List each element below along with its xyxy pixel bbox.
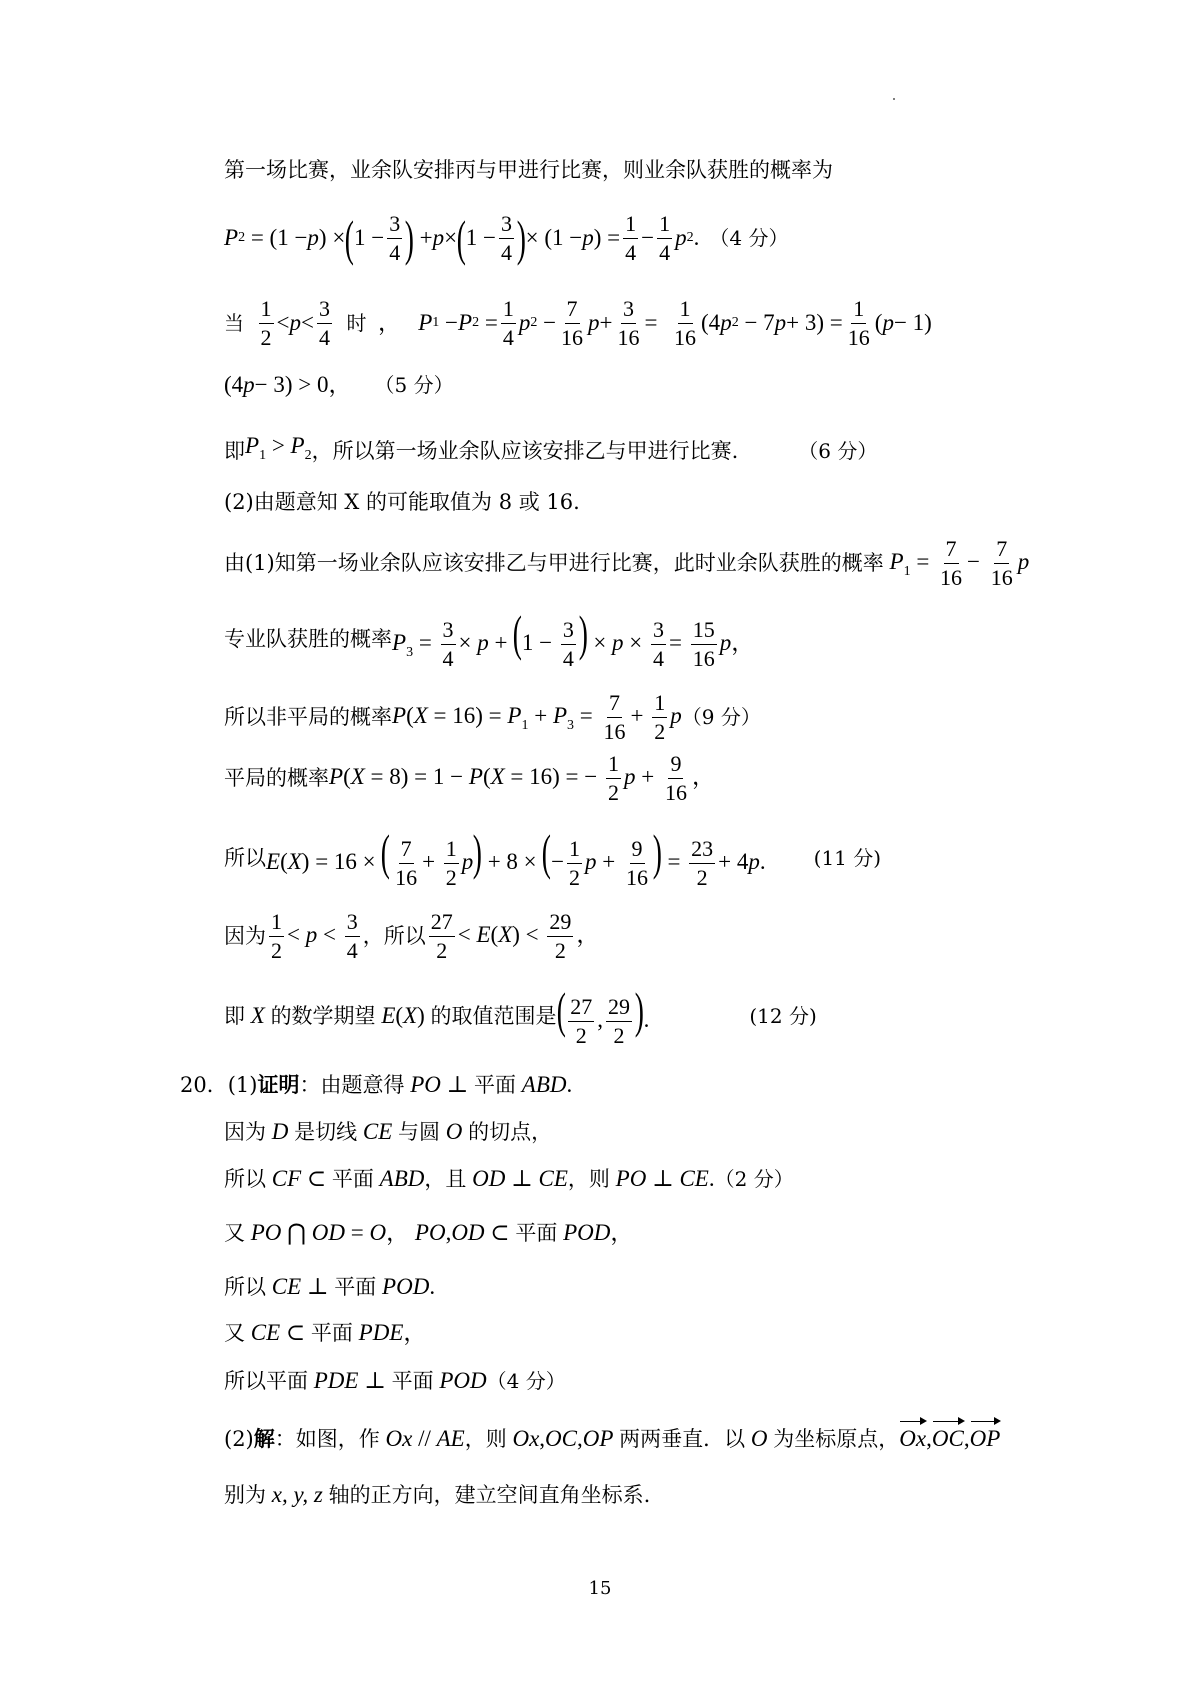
q20-l6a: 又 [224, 1321, 245, 1345]
q20-l2a: 因为 [224, 1120, 266, 1144]
q20-number: 20． [180, 1073, 228, 1097]
vector-ox: Ox [899, 1424, 926, 1454]
q20-l3c: ，则 [567, 1167, 610, 1191]
q20-l9b: 轴的正方向，建立空间直角坐标系. [328, 1483, 651, 1507]
conclusion-line: 即 $P_1 > P_2$ ，所以第一场业余队应该安排乙与甲进行比赛. （6 分） [224, 431, 877, 471]
q20-solve-label: 解 [253, 1426, 275, 1451]
p1-line: 由(1)知第一场业余队应该安排乙与甲进行比赛，此时业余队获胜的概率 $P_1$ = $\frac{7}{16}$ − $\frac{7}{16}$ p [224, 535, 1030, 590]
q20-colon-text: ：由题意得 [299, 1073, 405, 1097]
q20-l2d: 的切点， [468, 1120, 553, 1144]
nonflat-line: 所以非平局的概率 $P(X = 16) = P_1 + P_3$ = $\frac{7}{16}$ + $\frac{1}{2}$ p （9 分） [224, 689, 761, 744]
part2-line [224, 487, 580, 517]
score-4a: （4 分） [709, 226, 789, 250]
q20-line1: 20． (1) 证明 ：由题意得 PO ⊥ 平面 ABD. [180, 1070, 572, 1100]
vector-oc: OC [932, 1424, 964, 1454]
part2-text: (2)由题意知 X 的可能取值为 8 或 16. [224, 490, 580, 514]
q20-part2-label: (2) [224, 1427, 254, 1451]
q20-plane-4: 平面 [334, 1275, 377, 1299]
flat-line: 平局的概率 P(X = 8) = 1 − P(X = 16) = − $\frac{1}{2}$ p + $\frac{9}{16}$ ， [224, 750, 715, 805]
p3-line: 专业队获胜的概率 $P_3$ = $\frac{3}{4}$ × p + (1 − $\frac{3}{4}$ ) × p × $\frac{3}{4}$ = $\frac{15}{16}$ p， [224, 604, 755, 672]
q20-l8b: ，则 [464, 1427, 507, 1451]
range-line: 即 X 的数学期望 E(X) 的取值范围是 ( $\frac{27}{2}$ , $\frac{29}{2}$ ). (12 分) [224, 981, 817, 1049]
q20-line5: 所以 CE ⊥ 平面 POD. [224, 1272, 435, 1302]
q20-plane-6: 平面 [391, 1369, 434, 1393]
scan-dot [893, 98, 895, 100]
q20-l7a: 所以平面 [224, 1369, 308, 1393]
q20-l8d: 为坐标原点， [773, 1427, 900, 1451]
q20-plane-5: 平面 [310, 1321, 353, 1345]
q20-part1-label: (1) [227, 1073, 258, 1097]
score-6: （6 分） [798, 439, 878, 463]
q20-plane-2: 平面 [331, 1167, 374, 1191]
ex-prefix: 所以 [224, 846, 266, 870]
q20-line2: 因为 D 是切线 CE 与圆 O 的切点， [224, 1117, 552, 1147]
score-9: （9 分） [681, 705, 761, 729]
diff-formula: 当 $\frac{1}{2}$ < p < $\frac{3}{4}$ 时 ， P 1 − P 2 = $\frac{1}{4}$ p 2 − $\frac{7}{16}$ p + $\frac{3}{16}$ = $\frac{1}{16}$ (4 p 2 − 7 p + 3) = $\frac{1}{16}$ ( p − 1) [224, 295, 932, 350]
q20-l4a: 又 [224, 1221, 245, 1245]
q20-line3: 所以 CF ⊂ 平面 ABD ，且 OD ⊥ CE ，则 PO ⊥ CE. （2 分） [224, 1164, 794, 1194]
q20-l8a: ：如图，作 [274, 1427, 380, 1451]
range-prefix: 即 [224, 1004, 245, 1028]
nonflat-text: 所以非平局的概率 [224, 705, 392, 729]
suoyi-text: ，所以 [362, 924, 426, 948]
range-mid1: 的数学期望 [270, 1004, 376, 1028]
range-mid2: 的取值范围是 [430, 1004, 557, 1028]
when-shi: 时 [346, 311, 367, 335]
p2-formula: P 2 = (1 − p ) × ( 1 − $\frac{3}{4}$ ) + p × ( 1 − $\frac{3}{4}$ ) × (1 − p ) = $\frac{1}{4}$ − $\frac{1}{4}$ p 2 . （4 分） [224, 210, 789, 266]
q20-proof-label: 证明 [257, 1072, 300, 1097]
conclude-text: ，所以第一场业余队应该安排乙与甲进行比赛. [311, 439, 739, 463]
q20-score-2: （2 分） [714, 1167, 794, 1191]
q20-line4: 又 PO ⋂ OD = O， PO,OD ⊂ 平面 POD， [224, 1218, 633, 1248]
q20-l9a: 别为 [224, 1483, 266, 1507]
q20-line8: (2) 解 ：如图，作 Ox // AE ，则 Ox,OC,OP 两两垂直．以 O 为坐标原点， Ox,OC,OP [224, 1424, 1000, 1454]
q19-intro-line [224, 155, 833, 185]
score-12: (12 分) [749, 1004, 817, 1028]
when-label: 当 [224, 311, 244, 335]
q20-l2c: 与圆 [398, 1120, 441, 1144]
q20-l3b: ，且 [424, 1167, 467, 1191]
score-11: (11 分) [813, 846, 882, 870]
p1-text: 由(1)知第一场业余队应该安排乙与甲进行比赛，此时业余队获胜的概率 [224, 551, 884, 575]
page-number: 15 [588, 1578, 612, 1599]
q20-score-4: （4 分） [486, 1369, 566, 1393]
because-text: 因为 [224, 924, 266, 948]
score-5: （5 分） [374, 373, 454, 397]
flat-text: 平局的概率 [224, 766, 329, 790]
ex-line: 所以 E(X) = 16 × ( $\frac{7}{16}$ + $\frac{1}{2}$ p) + 8 × (− $\frac{1}{2}$ p + $\frac{9}{16}$ ) = $\frac{23}{2}$ + 4p. (11 分) [224, 823, 882, 891]
q20-l5a: 所以 [224, 1275, 266, 1299]
q20-line7: 所以平面 PDE ⊥ 平面 POD （4 分） [224, 1366, 566, 1396]
q20-plane-3: 平面 [515, 1221, 558, 1245]
q20-line9: 别为 x, y, z 轴的正方向，建立空间直角坐标系. [224, 1480, 650, 1510]
q20-line6: 又 CE ⊂ 平面 PDE， [224, 1318, 426, 1348]
q20-plane-1: 平面 [474, 1073, 517, 1097]
vector-op: OP [970, 1424, 1001, 1454]
because-line: 因为 $\frac{1}{2}$ < p < $\frac{3}{4}$ ，所以 $\frac{27}{2}$ < E(X) < $\frac{29}{2}$ ， [224, 908, 600, 963]
diff-formula-cont: (4 p − 3) > 0， （5 分） [224, 370, 454, 400]
q20-l3a: 所以 [224, 1167, 266, 1191]
conclude-prefix: 即 [224, 439, 245, 463]
q19-intro-text: 第一场比赛，业余队安排丙与甲进行比赛，则业余队获胜的概率为 [224, 158, 833, 182]
q20-l8c: 两两垂直．以 [619, 1427, 746, 1451]
p3-text: 专业队获胜的概率 [224, 627, 392, 651]
q20-l2b: 是切线 [294, 1120, 358, 1144]
